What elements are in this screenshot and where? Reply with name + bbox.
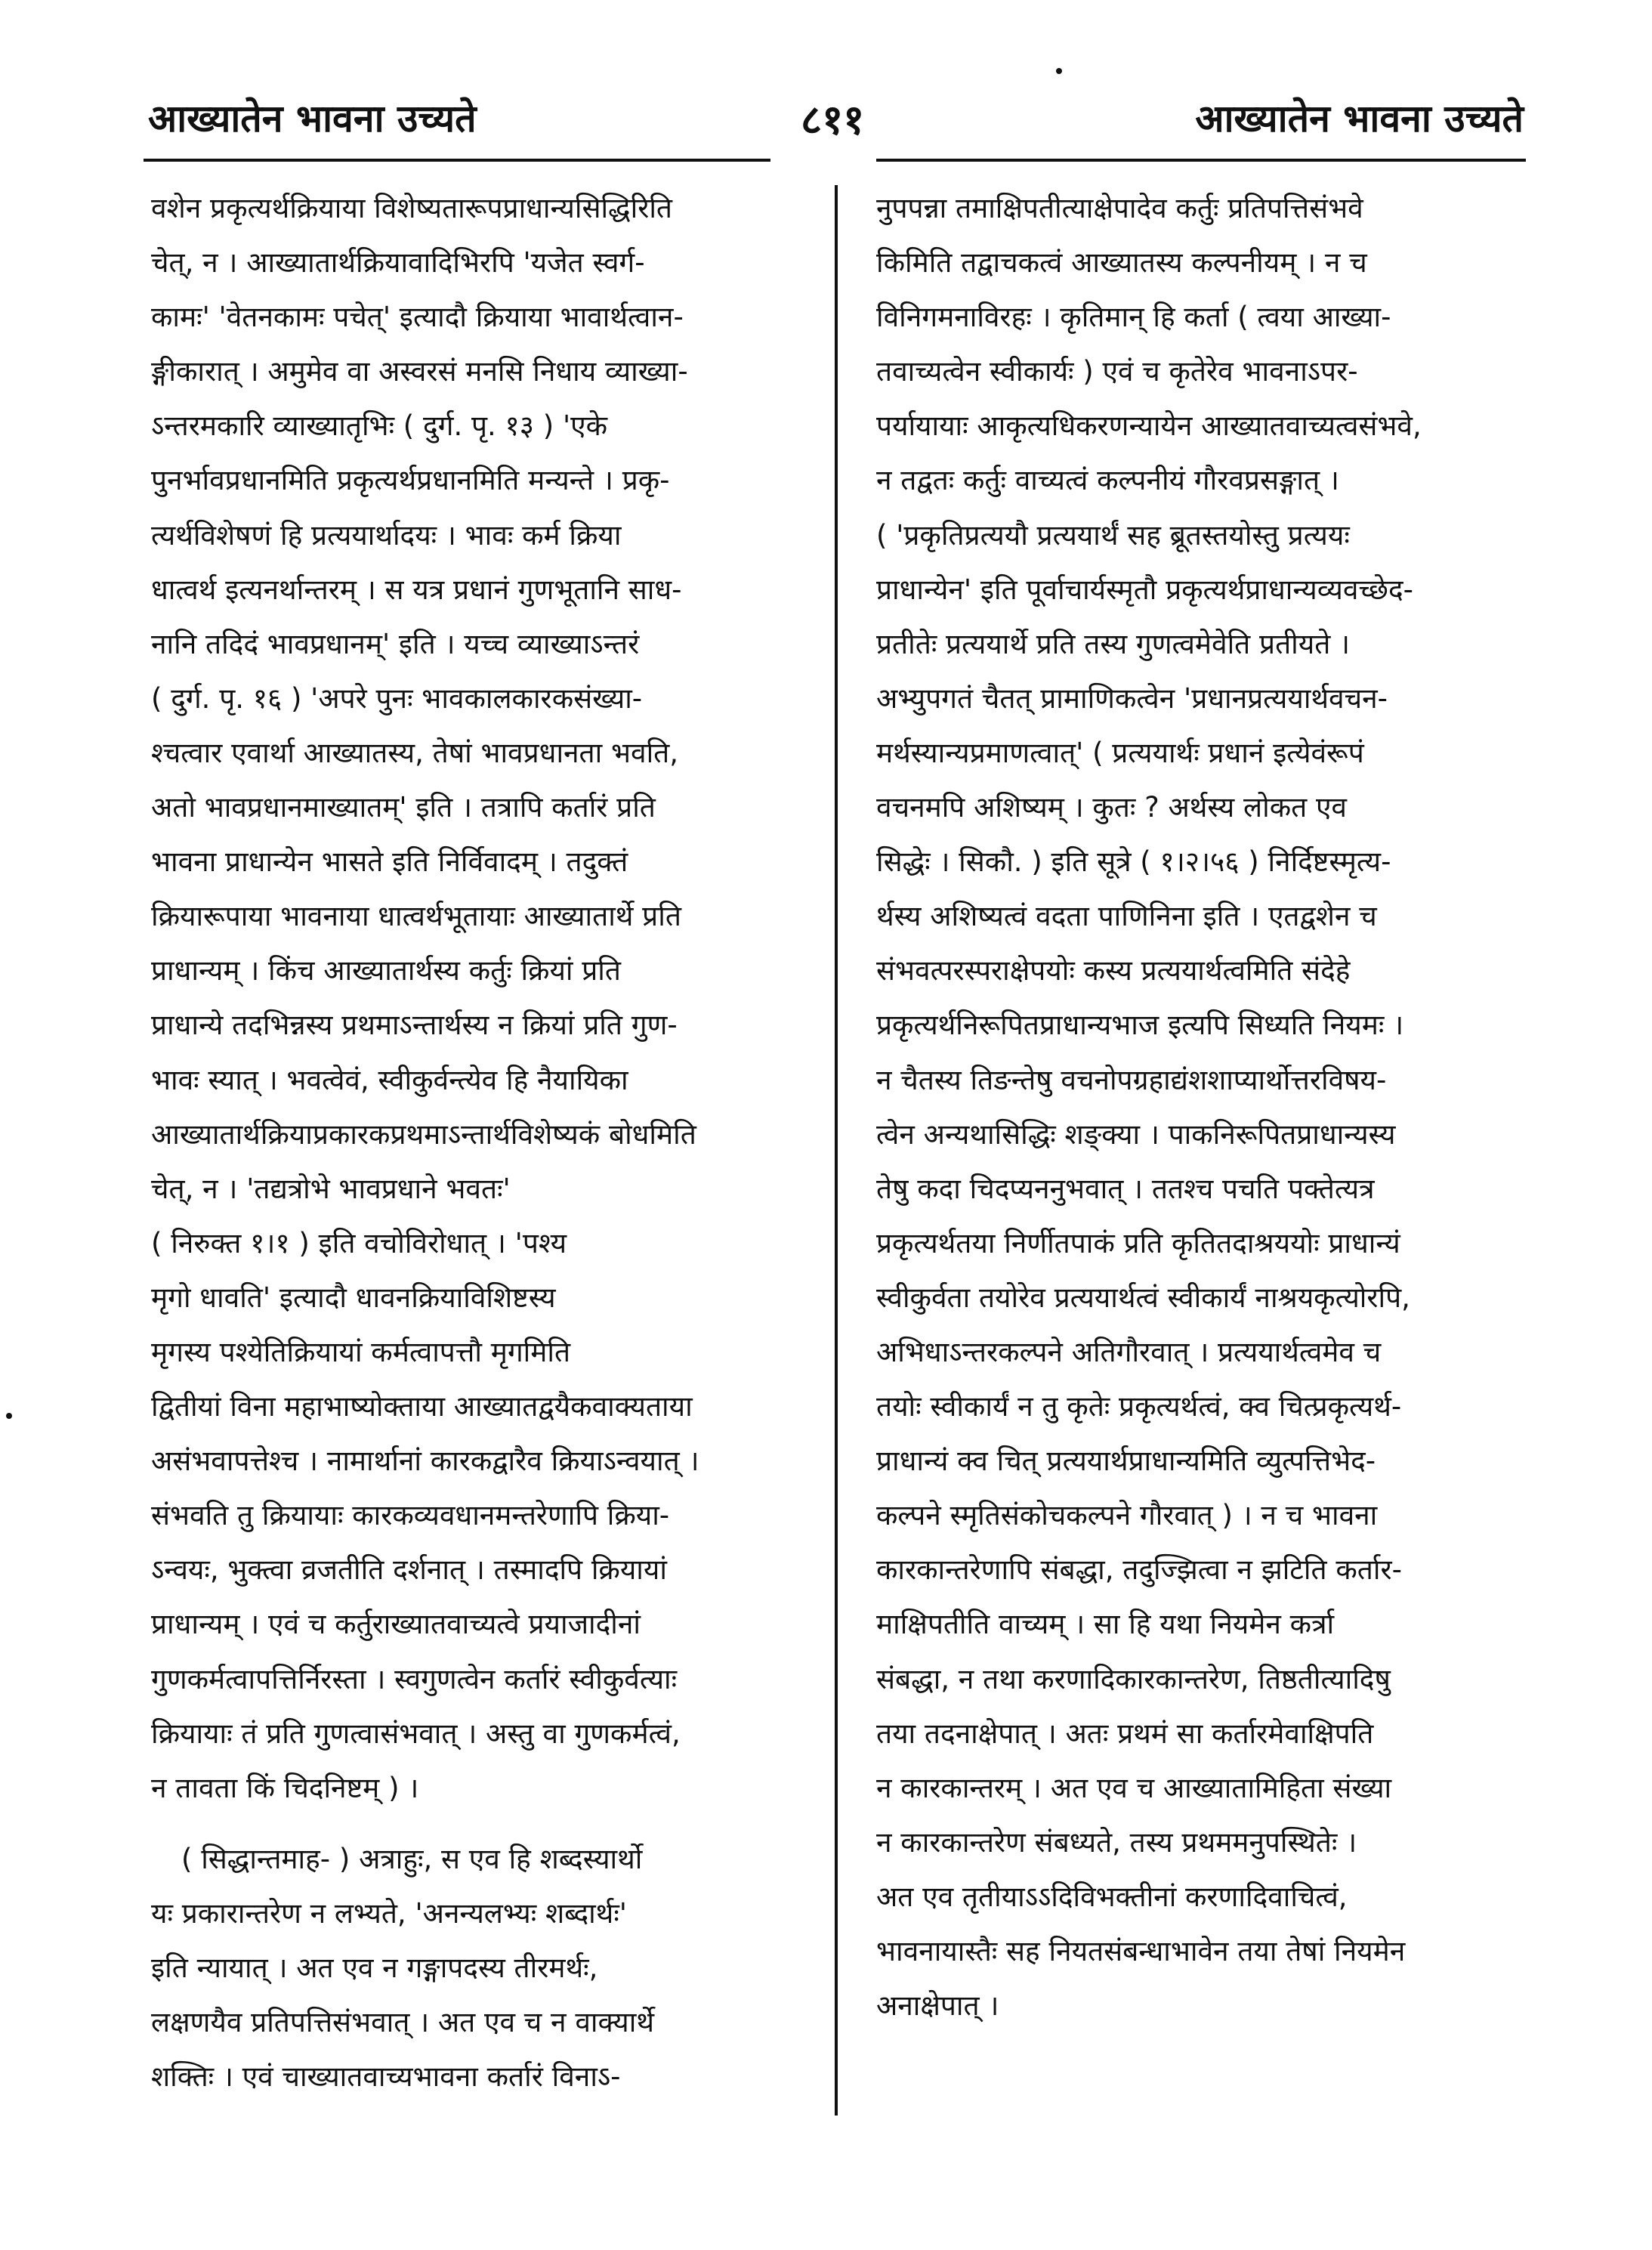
text-line: प्राधान्यं क्व चित् प्रत्ययार्थप्राधान्यमिति व्युत्पत्तिभेद-	[876, 1445, 1376, 1478]
left-column	[151, 181, 816, 2104]
text-line: क्रियायाः तं प्रति गुणत्वासंभवात् । अस्तु वा गुणकर्मत्वं,	[151, 1717, 681, 1750]
text-line: ऽन्वयः, भुक्त्वा व्रजतीति दर्शनात् । तस्मादपि क्रियायां	[151, 1553, 667, 1587]
text-line: सिद्धेः । सिकौ. ) इति सूत्रे ( १।२।५६ ) निर्दिष्टस्मृत्य-	[876, 845, 1391, 879]
text-line: शक्तिः । एवं चाख्यातवाच्यभावना कर्तारं विनाऽ-	[151, 2060, 621, 2094]
text-line: पर्यायायाः आकृत्यधिकरणन्यायेन आख्यातवाच्यत्वसंभवे,	[876, 410, 1422, 443]
text-line: मृगो धावति' इत्यादौ धावनक्रियाविशिष्टस्य	[151, 1281, 556, 1314]
page-number: ८११	[801, 96, 865, 144]
text-line: चेत्, न । आख्यातार्थक्रियावादिभिरपि 'यजेत स्वर्ग-	[151, 246, 645, 280]
text-line: संभवत्परस्पराक्षेपयोः कस्य प्रत्ययार्थत्वमिति संदेहे	[876, 954, 1351, 987]
text-line: त्यर्थविशेषणं हि प्रत्ययार्थादयः । भावः कर्म क्रिया	[151, 518, 622, 552]
text-line: प्राधान्यम् । एवं च कर्तुराख्यातवाच्यत्वे प्रयाजादीनां	[151, 1608, 641, 1641]
text-line: कल्पने स्मृतिसंकोचकल्पने गौरवात् ) । न च भावना	[876, 1499, 1378, 1532]
left-paragraph-2	[151, 1832, 816, 2104]
text-line: अभिधाऽन्तरकल्पने अतिगौरवात् । प्रत्ययार्थत्वमेव च	[876, 1335, 1382, 1368]
text-line: असंभवापत्तेश्च । नामार्थानां कारकद्वारैव क्रियाऽन्वयात् ।	[151, 1445, 699, 1478]
right-column	[876, 181, 1537, 2033]
text-line: क्रियारूपाया भावनाया धात्वर्थभूतायाः आख्यातार्थे प्रति	[151, 900, 681, 933]
text-line: द्वितीयां विना महाभाष्योक्ताया आख्यातद्वयैकवाक्यताया	[151, 1390, 693, 1423]
text-line: भावनायास्तैः सह नियतसंबन्धाभावेन तया तेषां नियमेन	[876, 1935, 1406, 1967]
text-line: न तावता किं चिदनिष्टम् ) ।	[151, 1771, 419, 1804]
text-line: अतो भावप्रधानमाख्यातम्' इति । तत्रापि कर्तारं प्रति	[151, 791, 656, 824]
text-line: न तद्वतः कर्तुः वाच्यत्वं कल्पनीयं गौरवप्रसङ्गात् ।	[876, 464, 1339, 497]
text-line: कारकान्तरेणापि संबद्धा, तदुज्झित्वा न झटिति कर्तार-	[876, 1553, 1402, 1587]
scan-speck	[1056, 68, 1062, 74]
text-line: वशेन प्रकृत्यर्थक्रियाया विशेष्यतारूपप्राधान्यसिद्धिरिति	[151, 192, 673, 224]
running-header-right: आख्यातेन भावना उच्यते	[1195, 97, 1524, 141]
left-paragraph-1	[151, 181, 816, 1816]
text-line: तयोः स्वीकार्यं न तु कृतेः प्रकृत्यर्थत्वं, क्व चित्प्रकृत्यर्थ-	[876, 1390, 1402, 1423]
text-line: श्चत्वार एवार्था आख्यातस्य, तेषां भावप्रधानता भवति,	[151, 736, 679, 769]
text-line: प्राधान्येन' इति पूर्वाचार्यस्मृतौ प्रकृत्यर्थप्राधान्यव्यवच्छेद-	[876, 573, 1413, 606]
text-line: ऽन्तरमकारि व्याख्यातृभिः ( दुर्ग. पृ. १३ ) 'एके	[151, 410, 608, 443]
text-line: धात्वर्थ इत्यनर्थान्तरम् । स यत्र प्रधानं गुणभूतानि साध-	[151, 573, 682, 606]
text-line: तेषु कदा चिदप्यननुभवात् । ततश्च पचति पक्तेत्यत्र	[876, 1172, 1375, 1205]
text-line: प्राधान्यम् । किंच आख्यातार्थस्य कर्तुः क्रियां प्रति	[151, 954, 621, 987]
text-line: न कारकान्तरम् । अत एव च आख्यातामिहिता संख्या	[876, 1771, 1392, 1804]
right-paragraph	[876, 181, 1537, 2033]
text-line: र्थस्य अशिष्यत्वं वदता पाणिनिना इति । एतद्वशेन च	[876, 900, 1377, 933]
text-line: संबद्धा, न तथा करणादिकारकान्तरेण, तिष्ठतीत्यादिषु	[876, 1662, 1391, 1695]
text-line: अभ्युपगतं चैतत् प्रामाणिकत्वेन 'प्रधानप्रत्ययार्थवचन-	[876, 681, 1388, 715]
text-line: प्रकृत्यर्थतया निर्णीतपाकं प्रति कृतितदाश्रययोः प्राधान्यं	[876, 1226, 1400, 1259]
text-line: अत एव तृतीयाऽऽदिविभक्तीनां करणादिवाचित्वं,	[876, 1880, 1348, 1913]
text-line: चेत्, न । 'तद्यत्रोभे भावप्रधाने भवतः'	[151, 1172, 511, 1205]
text-line: प्रतीतेः प्रत्ययार्थे प्रति तस्य गुणत्वमेवेति प्रतीयते ।	[876, 627, 1351, 660]
text-line: ङ्गीकारात् । अमुमेव वा अस्वरसं मनसि निधाय व्याख्या-	[151, 355, 688, 388]
text-line: प्राधान्ये तदभिन्नस्य प्रथमाऽन्तार्थस्य न क्रियां प्रति गुण-	[151, 1009, 678, 1042]
text-line: ( निरुक्त १।१ ) इति वचोविरोधात् । 'पश्य	[151, 1226, 567, 1259]
text-line: भावना प्राधान्येन भासते इति निर्विवादम् । तदुक्तं	[151, 845, 628, 879]
column-divider	[835, 185, 838, 2116]
scan-speck	[6, 1413, 12, 1419]
text-line: आख्यातार्थक्रियाप्रकारकप्रथमाऽन्तार्थविशेष्यकं बोधमिति	[151, 1117, 696, 1151]
running-header-left: आख्यातेन भावना उच्यते	[148, 97, 477, 141]
text-line: मर्थस्यान्यप्रमाणत्वात्' ( प्रत्ययार्थः प्रधानं इत्येवंरूपं	[876, 736, 1364, 769]
text-line: ( सिद्धान्तमाह- ) अत्राहुः, स एव हि शब्दस्यार्थो	[181, 1842, 643, 1875]
text-line: मृगस्य पश्येतिक्रियायां कर्मत्वापत्तौ मृगमिति	[151, 1335, 571, 1368]
text-line: गुणकर्मत्वापत्तिर्निरस्ता । स्वगुणत्वेन कर्तारं स्वीकुर्वत्याः	[151, 1662, 678, 1695]
text-line: कामः' 'वेतनकामः पचेत्' इत्यादौ क्रियाया भावार्थत्वान-	[151, 301, 684, 334]
text-line: लक्षणयैव प्रतिपत्तिसंभवात् । अत एव च न वाक्यार्थे	[151, 2006, 654, 2039]
text-line: अनाक्षेपात् ।	[876, 1989, 999, 2023]
text-line: तवाच्यत्वेन स्वीकार्यः ) एवं च कृतेरेव भावनाऽपर-	[876, 355, 1358, 388]
text-line: भावः स्यात् । भवत्वेवं, स्वीकुर्वन्त्येव हि नैयायिका	[151, 1063, 628, 1096]
text-line: विनिगमनाविरहः । कृतिमान् हि कर्ता ( त्वया आख्या-	[876, 301, 1391, 334]
header-rule-left	[144, 159, 770, 162]
text-line: इति न्यायात् । अत एव न गङ्गापदस्य तीरमर्थः,	[151, 1952, 598, 1984]
text-line: स्वीकुर्वता तयोरेव प्रत्ययार्थत्वं स्वीकार्यं नाश्रयकृत्योरपि,	[876, 1281, 1410, 1314]
text-line: प्रकृत्यर्थनिरूपितप्राधान्यभाज इत्यपि सिध्यति नियमः ।	[876, 1009, 1404, 1042]
text-line: माक्षिपतीति वाच्यम् । सा हि यथा नियमेन कर्त्रा	[876, 1608, 1335, 1641]
text-line: यः प्रकारान्तरेण न लभ्यते, 'अनन्यलभ्यः शब्दार्थः'	[151, 1896, 627, 1930]
text-line: संभवति तु क्रियायाः कारकव्यवधानमन्तरेणापि क्रिया-	[151, 1499, 670, 1532]
text-line: ( 'प्रकृतिप्रत्ययौ प्रत्ययार्थं सह ब्रूतस्तयोस्तु प्रत्ययः	[876, 518, 1350, 552]
text-line: ( दुर्ग. पृ. १६ ) 'अपरे पुनः भावकालकारकसंख्या-	[151, 681, 643, 715]
text-line: त्वेन अन्यथासिद्धिः शङ्क्या । पाकनिरूपितप्राधान्यस्य	[876, 1117, 1396, 1151]
text-line: न चैतस्य तिङन्तेषु वचनोपग्रहाद्यंशशाप्यार्थोत्तरविषय-	[876, 1063, 1387, 1096]
text-line: नुपपन्ना तमाक्षिपतीत्याक्षेपादेव कर्तुः प्रतिपत्तिसंभवे	[876, 192, 1363, 224]
text-line: वचनमपि अशिष्यम् । कुतः ? अर्थस्य लोकत एव	[876, 791, 1347, 824]
header-rule-right	[876, 159, 1526, 162]
text-line: किमिति तद्वाचकत्वं आख्यातस्य कल्पनीयम् । न च	[876, 246, 1367, 280]
text-line: नानि तदिदं भावप्रधानम्' इति । यच्च व्याख्याऽन्तरं	[151, 627, 640, 660]
paragraph-gap	[151, 1816, 816, 1832]
text-line: पुनर्भावप्रधानमिति प्रकृत्यर्थप्रधानमिति मन्यन्ते । प्रकृ-	[151, 464, 670, 497]
text-line: तया तदनाक्षेपात् । अतः प्रथमं सा कर्तारमेवाक्षिपति	[876, 1717, 1374, 1750]
text-line: न कारकान्तरेण संबध्यते, तस्य प्रथममनुपस्थितेः ।	[876, 1825, 1357, 1859]
